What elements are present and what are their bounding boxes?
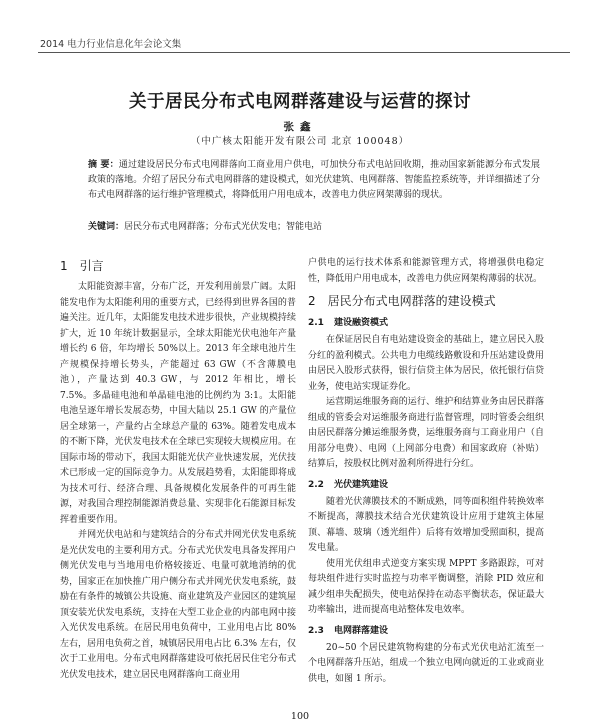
affiliation: （中广核太阳能开发有限公司 北京 100048） xyxy=(190,136,410,147)
section-title: 居民分布式电网群落的建设模式 xyxy=(327,294,496,308)
keywords-label: 关键词： xyxy=(88,222,125,232)
subsection-number: 2.2 xyxy=(308,479,324,490)
paragraph: 运营期运维服务商的运行、维护和结算业务由居民群落组成的管委会对运维服务商进行监督管理，同时管委会组织由居民群落分摊运维服务费，运维服务商与工商业用户（自用部分电费）、电网（上网部分电费）和国家政府（补贴）结算后，按股权比例对盈利所得进行分红。 xyxy=(308,397,544,469)
paragraph: 随着光伏薄膜技术的不断成熟，同等面积组件转换效率不断提高，薄膜技术结合光伏建筑设计应用于建筑主体屋顶、幕墙、玻璃（透光组件）后将有效增加受照面积，提高发电量。 xyxy=(308,496,544,553)
subsection-number: 2.1 xyxy=(308,318,324,328)
keywords-text: 居民分布式电网群落；分布式光伏发电；智能电站 xyxy=(124,222,323,232)
subsection-heading xyxy=(308,315,544,331)
paragraph: 户供电的运行技术体系和能源管理方式，将增强供电稳定性，降低用户用电成本，改善电力供应网架构薄弱的状况。 xyxy=(308,258,544,284)
subsection-title: 光伏建筑建设 xyxy=(333,479,388,490)
subsection-title: 建设融资模式 xyxy=(333,318,388,328)
section-title: 引言 xyxy=(79,259,104,273)
section-heading xyxy=(60,256,296,276)
paragraph: 使用光伏组串式逆变方案实现 MPPT 多路跟踪，可对每块组件进行实时监控与功率平衡调整，消除 PID 效应和减少组串失配损失，使电站保持在动态平衡状态，保证最大功率输出，进而提高电站整体发电效率。 xyxy=(308,558,544,615)
paragraph: 并网光伏电站和与建筑结合的分布式并网光伏发电系统是光伏发电的主要利用方式。分布式光伏发电具备发挥用户侧光伏发电与当地用电价格较接近、电量可就地消纳的优势，国家正在加快推广用户侧分布式并网光伏发电系统，鼓励在有条件的城镇公共设施、商业建筑及产业园区的建筑屋顶安装光伏发电系统，支持在大型工业企业的内部电网中接入光伏发电系统。在居民用电负荷中，工业用电占比 80% 左右，居用电负荷之首，城镇居民用电占比 6.3% 左右，仅次于工业用电。分布式电网群落建设可依托居民住宅分布式光伏发电技术，建立居民电网群落向工商业用 xyxy=(60,530,296,680)
author: 张鑫 xyxy=(283,121,317,133)
page-number: 100 xyxy=(290,711,310,722)
section-number: 1 xyxy=(60,259,68,273)
header-rule xyxy=(38,52,570,53)
running-header: 2014 电力行业信息化年会论文集 xyxy=(40,39,182,50)
keywords xyxy=(88,220,540,234)
left-column xyxy=(60,256,296,683)
paper-title: 关于居民分布式电网群落建设与运营的探讨 xyxy=(129,92,471,112)
abstract xyxy=(88,158,540,204)
abstract-text: 通过建设居民分布式电网群落向工商业用户供电，可加快分布式电站回收期，推动国家新能源分布式发展政策的落地。介绍了居民分布式电网群落的建设模式，如光伏建筑、电网群落、智能监控系统等，并详细描述了分布式电网群落的运行维护管理模式，将降低用户用电成本，改善电力供应网架薄弱的现状。 xyxy=(88,160,540,201)
subsection-heading xyxy=(308,477,544,493)
subsection-number: 2.3 xyxy=(308,625,324,636)
section-heading xyxy=(308,291,544,311)
paragraph: 太阳能资源丰富，分布广泛，开发利用前景广阔。太阳能发电作为太阳能利用的重要方式，已经得到世界各国的普遍关注。近几年，太阳能发电技术进步很快，产业规模持续扩大，近 10 年统计数据显示，全球太阳能光伏电池年产量增长约 6 倍，年均增长 50%以上。2013 年全球电池片生产规模保持增长势头，产能超过 63 GW（不含薄膜电池），产量达到 40.3 GW，与 2012 年相比，增长 7.5%。多晶硅电池和单晶硅电池的比例约为 3:1。太阳能电池呈逐年增长发展态势，中国大陆以 25.1 GW 的产量位居全球第一，产量约占全球总产量的 63%。随着发电成本的不断下降，光伏发电技术在全球已实现较大规模应用。在国际市场的带动下，我国太阳能光伏产业快速发展，光伏技术已形成一定的国际竞争力。从发展趋势看，太阳能即将成为技术可行、经济合理、具备规模化发展条件的可再生能源，对我国合理控制能源消费总量、实现非化石能源目标发挥着重要作用。 xyxy=(60,282,296,525)
right-column xyxy=(308,256,544,687)
subsection-heading xyxy=(308,623,544,639)
paragraph: 20~50 个居民建筑物构建的分布式光伏电站汇流至一个电网群落升压站，组成一个独立电网向就近的工业或商业供电，如图 1 所示。 xyxy=(308,642,544,684)
abstract-label: 摘 要： xyxy=(88,160,119,170)
section-number: 2 xyxy=(308,294,316,308)
subsection-title: 电网群落建设 xyxy=(333,625,388,636)
paragraph: 在保证居民自有电站建设资金的基础上，建立居民入股分红的盈利模式。公共电力电缆线路敷设和升压站建设费用由居民入股形式获得，银行信贷主体为居民，依托银行信贷业务，使电站实现证券化。 xyxy=(308,335,544,392)
